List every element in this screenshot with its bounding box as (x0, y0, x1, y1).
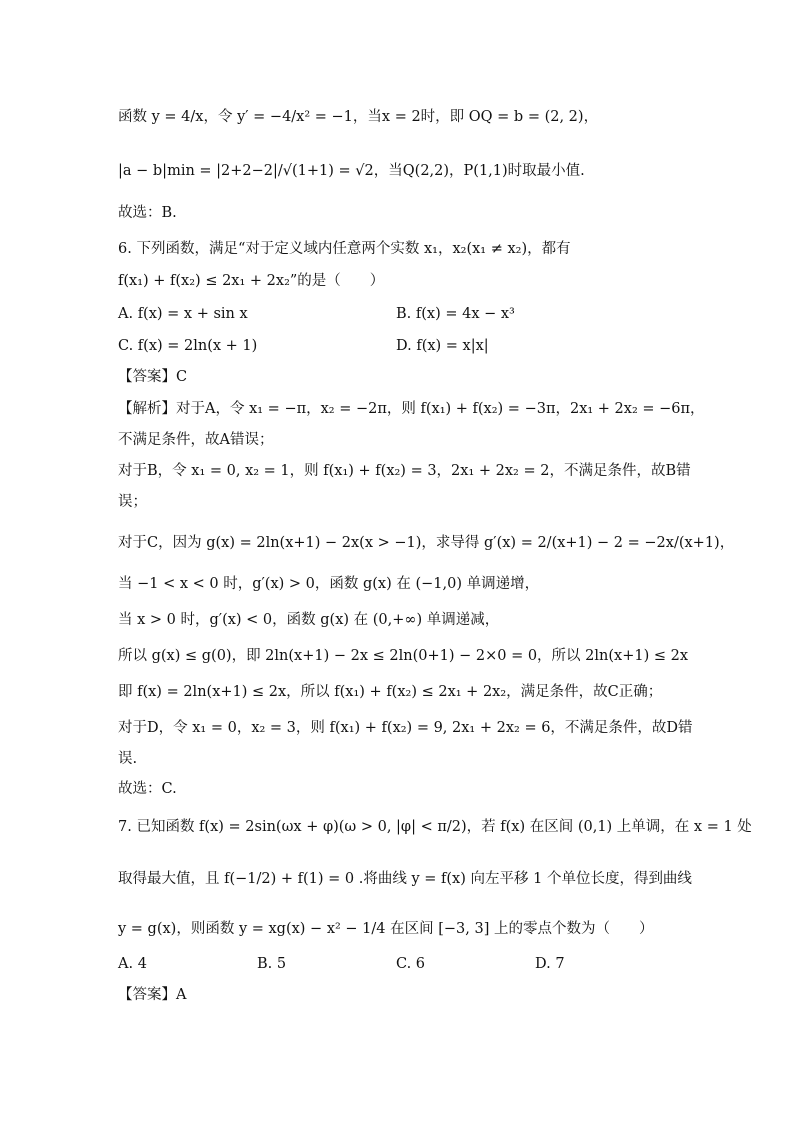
question-7-stem-2: 取得最大值，且 f(−1/2) + f(1) = 0 .将曲线 y = f(x) 向左平移 1 个单位长度，得到曲线 (118, 871, 692, 887)
analysis-line-5: 对于C，因为 g(x) = 2ln(x+1) − 2x(x > −1)，求导得 g′(x) = 2/(x+1) − 2 = −2x/(x+1)， (118, 535, 735, 551)
analysis-line-2: 不满足条件，故A错误； (118, 432, 274, 448)
option-b: B. f(x) = 4x − x³ (396, 306, 515, 322)
analysis-line-10: 对于D，令 x₁ = 0，x₂ = 3，则 f(x₁) + f(x₂) = 9, 2x₁ + 2x₂ = 6，不满足条件，故D错 (118, 720, 693, 736)
text-line-3: 故选：B. (118, 205, 177, 221)
analysis-line-4: 误； (118, 494, 147, 510)
analysis-line-1: 【解析】对于A，令 x₁ = −π，x₂ = −2π，则 f(x₁) + f(x₂) = −3π，2x₁ + 2x₂ = −6π， (118, 401, 705, 417)
option-d: D. f(x) = x|x| (396, 338, 489, 354)
analysis-line-9: 即 f(x) = 2ln(x+1) ≤ 2x，所以 f(x₁) + f(x₂) ≤ 2x₁ + 2x₂，满足条件，故C正确； (118, 684, 663, 700)
option-c: C. f(x) = 2ln(x + 1) (118, 338, 258, 354)
question-7-stem-1: 7. 已知函数 f(x) = 2sin(ωx + φ)(ω > 0, |φ| < π/2)，若 f(x) 在区间 (0,1) 上单调，在 x = 1 处 (118, 819, 752, 835)
option-a: A. 4 (118, 956, 147, 972)
option-d: D. 7 (535, 956, 565, 972)
analysis-line-6: 当 −1 < x < 0 时，g′(x) > 0，函数 g(x) 在 (−1,0) 单调递增， (118, 576, 540, 592)
question-6-stem-2: f(x₁) + f(x₂) ≤ 2x₁ + 2x₂”的是（ ） (118, 273, 385, 289)
question-7-options (118, 956, 674, 972)
question-7-stem-3: y = g(x)，则函数 y = xg(x) − x² − 1/4 在区间 [−3, 3] 上的零点个数为（ ） (118, 921, 654, 937)
option-a: A. f(x) = x + sin x (118, 306, 248, 322)
answer-6: 【答案】C (118, 369, 188, 385)
analysis-line-12: 故选：C. (118, 781, 177, 797)
analysis-line-11: 误. (118, 751, 138, 767)
text-line-2: |a − b|min = |2+2−2|/√(1+1) = √2，当Q(2,2)，P(1,1)时取最小值. (118, 163, 585, 179)
question-6-stem-1: 6. 下列函数，满足“对于定义域内任意两个实数 x₁，x₂(x₁ ≠ x₂)，都有 (118, 241, 571, 257)
analysis-line-7: 当 x > 0 时，g′(x) < 0，函数 g(x) 在 (0,+∞) 单调递减， (118, 612, 500, 628)
answer-7: 【答案】A (118, 987, 187, 1003)
question-6-options-row-1 (118, 306, 674, 322)
question-6-options-row-2 (118, 338, 674, 354)
analysis-line-8: 所以 g(x) ≤ g(0)，即 2ln(x+1) − 2x ≤ 2ln(0+1) − 2×0 = 0，所以 2ln(x+1) ≤ 2x (118, 648, 689, 664)
text-line-1: 函数 y = 4/x，令 y′ = −4/x² = −1，当x = 2时，即 OQ = b = (2, 2)， (118, 109, 599, 125)
option-b: B. 5 (257, 956, 287, 972)
option-c: C. 6 (396, 956, 426, 972)
analysis-line-3: 对于B，令 x₁ = 0, x₂ = 1，则 f(x₁) + f(x₂) = 3，2x₁ + 2x₂ = 2，不满足条件，故B错 (118, 463, 691, 479)
